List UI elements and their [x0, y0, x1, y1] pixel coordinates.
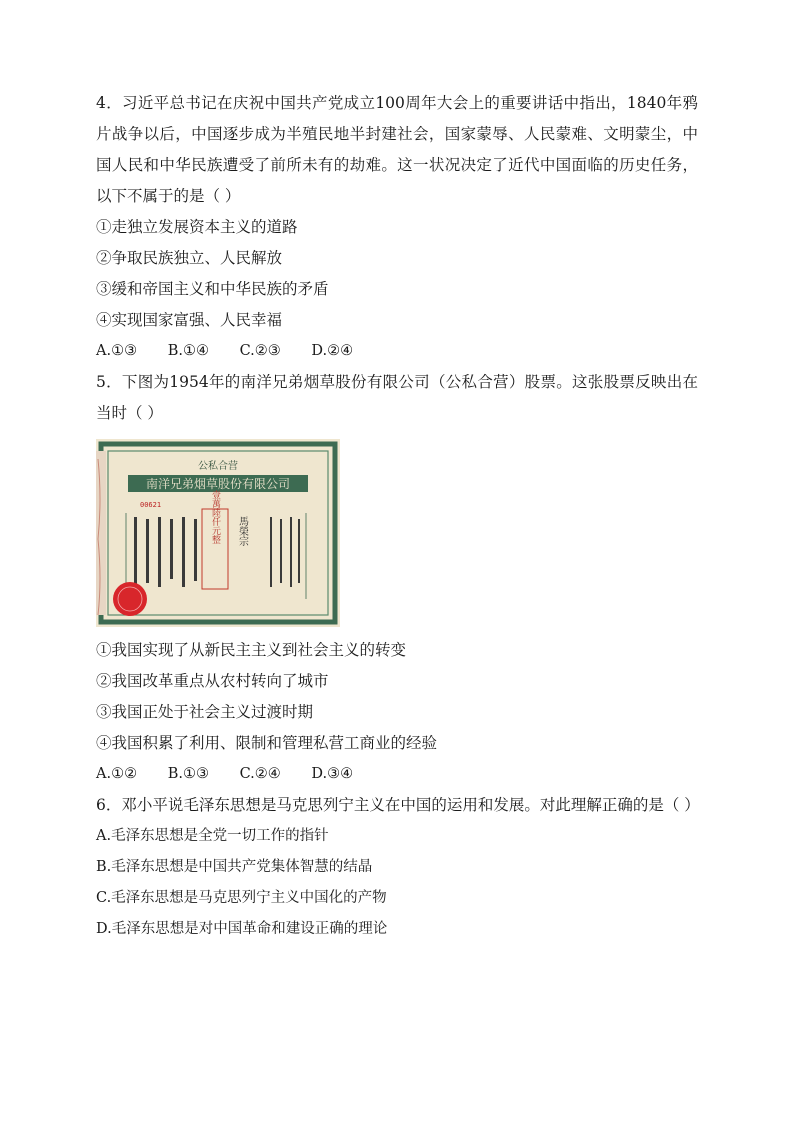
question-6 — [96, 790, 698, 945]
certificate-company: 南洋兄弟烟草股份有限公司 — [145, 477, 291, 491]
question-5-item-1: ①我国实现了从新民主主义到社会主义的转变 — [96, 641, 407, 659]
question-4-options — [96, 336, 698, 367]
question-5-item-4: ④我国积累了利用、限制和管理私营工商业的经验 — [96, 734, 438, 752]
question-5-item-3: ③我国正处于社会主义过渡时期 — [96, 703, 314, 721]
question-4-item-4: ④实现国家富强、人民幸福 — [96, 311, 283, 329]
question-4 — [96, 88, 698, 367]
question-5-option-b[interactable]: B.①③ — [167, 766, 209, 782]
question-6-choice-a[interactable]: A.毛泽东思想是全党一切工作的指针 — [96, 828, 329, 844]
question-5-options — [96, 759, 698, 790]
question-4-option-b[interactable]: B.①④ — [167, 343, 209, 359]
question-6-choice-c[interactable]: C.毛泽东思想是马克思列宁主义中国化的产物 — [96, 890, 387, 906]
question-5-option-a[interactable]: A.①② — [96, 766, 138, 782]
question-5-stem: 5．下图为1954年的南洋兄弟烟草股份有限公司（公私合营）股票。这张股票反映出在当时（ ） — [96, 373, 698, 422]
question-5-option-d[interactable]: D.③④ — [311, 766, 354, 782]
question-5-item-2: ②我国改革重点从农村转向了城市 — [96, 672, 329, 690]
question-4-item-2: ②争取民族独立、人民解放 — [96, 249, 283, 267]
question-4-item-1: ①走独立发展资本主义的道路 — [96, 218, 298, 236]
question-6-choice-b[interactable]: B.毛泽东思想是中国共产党集体智慧的结晶 — [96, 859, 373, 875]
question-5-option-c[interactable]: C.②④ — [239, 766, 281, 782]
certificate-amount: 壹萬陸仟元整 — [210, 490, 220, 544]
question-4-option-a[interactable]: A.①③ — [96, 343, 138, 359]
certificate-serial: 00621 — [140, 501, 162, 509]
question-4-option-d[interactable]: D.②④ — [311, 343, 354, 359]
question-4-stem: 4．习近平总书记在庆祝中国共产党成立100周年大会上的重要讲话中指出，1840年鸦片战争以后，中国逐步成为半殖民地半封建社会，国家蒙辱、人民蒙难、文明蒙尘，中国人民和中华民族遭受了前所未有的劫难。这一状况决定了近代中国面临的历史任务，以下不属于的是（ ） — [96, 94, 698, 205]
question-6-choice-d[interactable]: D.毛泽东思想是对中国革命和建设正确的理论 — [96, 921, 388, 937]
question-6-stem: 6．邓小平说毛泽东思想是马克思列宁主义在中国的运用和发展。对此理解正确的是（ ） — [96, 796, 700, 814]
exam-page — [96, 88, 698, 945]
certificate-holder: 馬榮宗 — [236, 516, 248, 546]
question-4-item-3: ③缓和帝国主义和中华民族的矛盾 — [96, 280, 329, 298]
question-5 — [96, 367, 698, 790]
question-4-option-c[interactable]: C.②③ — [239, 343, 281, 359]
certificate-header: 公私合营 — [198, 461, 238, 472]
stock-certificate-image — [96, 439, 340, 627]
